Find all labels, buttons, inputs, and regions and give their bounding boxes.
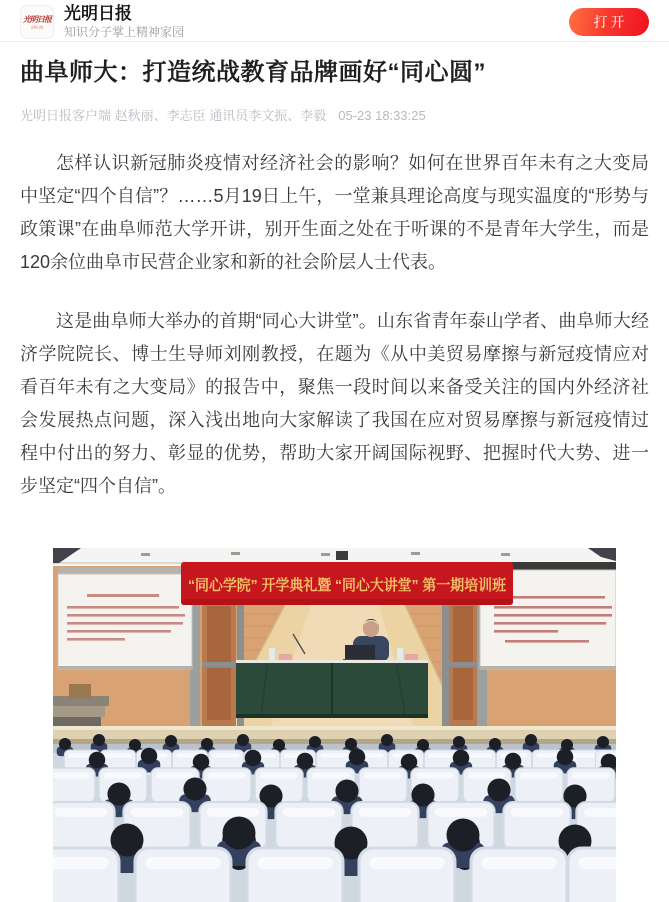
app-subtitle: 知识分子掌上精神家园	[64, 24, 185, 39]
byline: 光明日报客户端 赵秋丽、李志臣 通讯员李文振、李毅	[20, 108, 327, 123]
lecture-hall-photo	[53, 548, 616, 902]
article-paragraph: 这是曲阜师大举办的首期“同心大讲堂”。山东省青年泰山学者、曲阜师大经济学院院长、博士生导师刘刚教授，在题为《从中美贸易摩擦与新冠疫情应对看百年未有之大变局》的报告中，聚焦一段时间以来备受关注的国内外经济社会发展热点问题，深入浅出地向大家解读了我国在应对贸易摩擦与新冠疫情过程中付出的努力、彰显的优势，帮助大家开阔国际视野、把握时代大势、进一步坚定“四个自信”。	[20, 311, 649, 496]
article-title: 曲阜师大：打造统战教育品牌画好“同心圆”	[20, 59, 486, 86]
photo-table	[236, 660, 428, 718]
photo-banner	[181, 562, 531, 605]
article-photo[interactable]	[53, 548, 616, 902]
article	[0, 58, 669, 902]
app-meta	[64, 4, 184, 39]
app-header	[0, 0, 669, 42]
app-name: 光明日报	[64, 4, 132, 24]
open-app-button[interactable]: 打开	[569, 8, 649, 36]
logo-subtext: 光明日报	[30, 25, 44, 29]
app-logo[interactable]	[20, 5, 54, 39]
timestamp: 05-23 18:33:25	[338, 108, 426, 123]
article-paragraph: 怎样认识新冠肺炎疫情对经济社会的影响？如何在世界百年未有之大变局中坚定“四个自信”？……5月19日上午，一堂兼具理论高度与现实温度的“形势与政策课”在曲阜师范大学开讲，别开生面之处在于听课的不是青年大学生，而是120余位曲阜市民营企业家和新的社会阶层人士代表。	[20, 153, 649, 272]
photo-door-left	[201, 592, 237, 726]
photo-audience	[53, 734, 616, 902]
photo-screen-left	[58, 567, 192, 669]
photo-banner-text: “同心学院” 开学典礼暨 “同心大讲堂” 第一期培训班	[188, 577, 531, 594]
photo-door-right	[449, 592, 477, 726]
article-meta	[20, 105, 649, 124]
logo-calligraphy: 光明日报	[23, 14, 51, 24]
